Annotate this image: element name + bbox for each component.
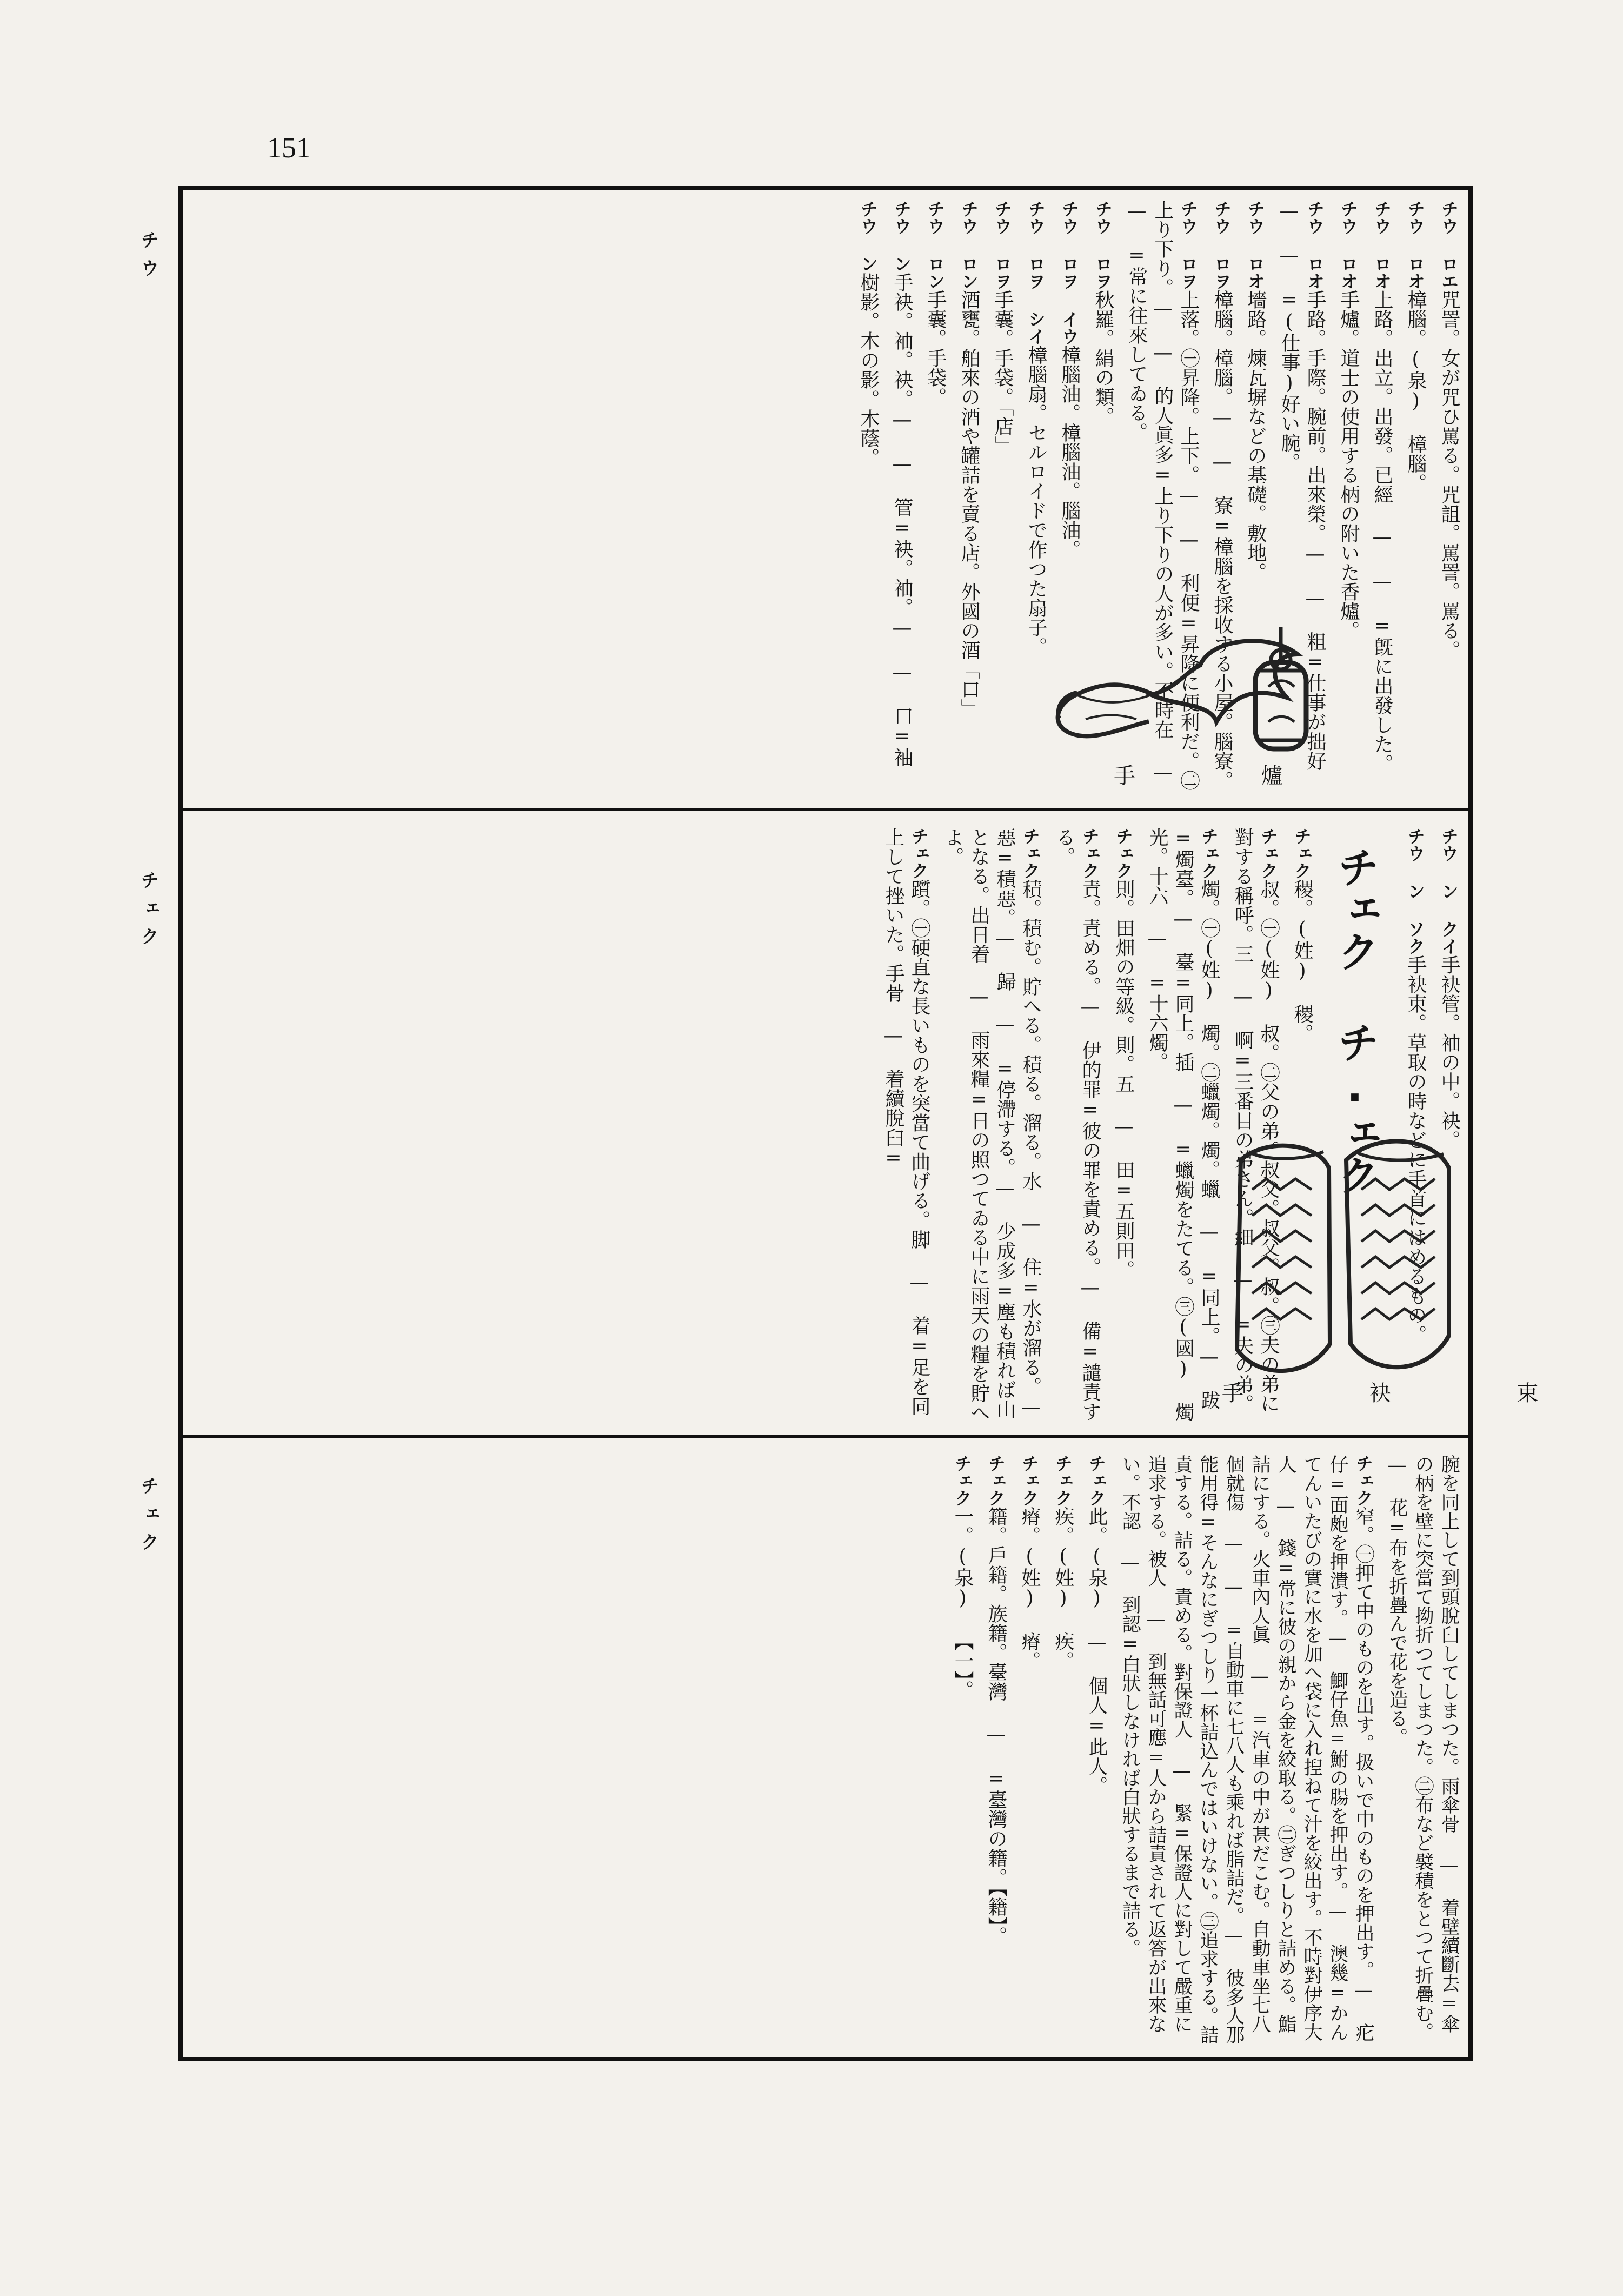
side-heading-band-3: チェク bbox=[137, 1476, 159, 1561]
definition: 此。(泉) — 個人=此人。 bbox=[1086, 1507, 1108, 1795]
dictionary-entry bbox=[855, 200, 881, 467]
dictionary-entry bbox=[1050, 1455, 1076, 1670]
definition: 叔。㊀(姓) 叔。㊁父の弟。叔父。叔父。叔。㊂夫の弟に對する稱呼。三 — 啊=三番目の弟さん。細 — =夫の弟。 bbox=[1232, 827, 1280, 1414]
headword: チェク bbox=[1353, 1455, 1374, 1507]
dictionary-entry bbox=[1402, 200, 1428, 493]
dictionary-entry bbox=[1242, 200, 1268, 582]
definition: 手袂束。草取の時などに手首にはめるもの。 bbox=[1405, 955, 1427, 1344]
dictionary-entry bbox=[1436, 827, 1462, 1150]
dictionary-entry bbox=[1289, 827, 1315, 1043]
headword: チウ ロヲ bbox=[1212, 200, 1232, 290]
dictionary-entry bbox=[1117, 1455, 1376, 2049]
definition: 窄。㊀押て中のものを出す。扱いで中のものを押出す。— 疕仔=面皰を押潰す。— 鯽仔魚=鮒の腸を押出す。— 澳幾=かんてんいたびの實に水を加へ袋に入れ揑ねて汁を絞出す。不時對伊序大人 — 錢=常に彼の親から金を絞取る。㊁ぎつしりと詰める。鮨詰にする。火車內人眞 — =汽車の中が甚だこむ。自動車坐七八個就傷 — — =自動車に七八人も乘れば脂詰だ。— 彼多人那能用得=そんなにぎつしり一杯詰込んではいけない。㊂追求する。詰責する。詰る。責める。對保證人 — 緊=保證人に對して嚴重に追求する。被人 — 到無話可應=人から詰責されて返答が出來ない。不認 — 到認=白狀しなければ白狀するまで詰る。 bbox=[1119, 1455, 1374, 2044]
dictionary-entry bbox=[1335, 200, 1361, 640]
dictionary-entry bbox=[1436, 200, 1462, 660]
definition: 墻路。煉瓦塀などの基礎。敷地。 bbox=[1245, 290, 1267, 582]
headword: チウ ロオ bbox=[1405, 200, 1426, 290]
headword: チェク bbox=[1292, 827, 1312, 879]
definition: 手囊。手袋。「店」 bbox=[992, 290, 1014, 455]
hand-censer-illustration bbox=[1038, 584, 1319, 779]
headword: チウ ン ソク bbox=[1405, 827, 1426, 955]
headword: チウ ロン bbox=[959, 200, 979, 290]
definition: 躓。㊀硬直な長いものを突當て曲げる。脚 — 着=足を同上して挫いた。手骨 — 着續脫臼= bbox=[882, 827, 930, 1416]
dictionary-entry bbox=[989, 200, 1015, 455]
definition: 手爐。道士の使用する柄の附いた香爐。 bbox=[1338, 290, 1360, 640]
dictionary-entry bbox=[983, 1455, 1009, 1946]
side-heading-band-2: チェク bbox=[137, 871, 159, 955]
headword: チウ ロオ bbox=[1245, 200, 1266, 290]
definition: 手袂。袖。袂。— — 管=袂。袖。— — 口=袖 bbox=[891, 273, 913, 767]
dictionary-band-3 bbox=[200, 1455, 1462, 2049]
definition: 疾。(姓) 疾。 bbox=[1052, 1507, 1074, 1670]
headword: チウ ン bbox=[892, 200, 912, 273]
dictionary-entry bbox=[922, 200, 948, 407]
headword: チウ ロヲ bbox=[1178, 200, 1199, 290]
headword: チェク bbox=[1086, 1455, 1107, 1507]
definition: 瘠。(姓) 瘠。 bbox=[1019, 1507, 1041, 1670]
definition: 手路。手際。腕前。出來榮。— — 粗=仕事が拙好 — — =(仕事)好い腕。 bbox=[1278, 200, 1326, 771]
headword: チウ ロオ bbox=[1305, 200, 1325, 290]
dictionary-entry bbox=[956, 200, 982, 718]
hand-censer-caption: 手 爐 bbox=[1114, 764, 1342, 788]
wrist-guard-illustration bbox=[1216, 1109, 1471, 1411]
definition: 咒詈。女が咒ひ罵る。咒詛。罵詈。罵る。 bbox=[1438, 290, 1460, 660]
section-heading: チェク チ.ェク bbox=[1331, 846, 1379, 1196]
dictionary-entry bbox=[949, 1455, 975, 1700]
headword: チェク bbox=[1258, 827, 1279, 879]
band-divider bbox=[178, 1435, 1473, 1438]
headword: チウ ロエ bbox=[1439, 200, 1459, 290]
dictionary-entry bbox=[889, 200, 915, 767]
dictionary-entry bbox=[940, 827, 1043, 1422]
dictionary-entry bbox=[880, 827, 932, 1422]
dictionary-entry bbox=[1083, 1455, 1109, 1795]
definition: 秋羅。絹の類。 bbox=[1092, 290, 1114, 426]
headword: チウ ロオ bbox=[1338, 200, 1359, 290]
definition: 腕を同上して到頭脫臼してしまつた。雨傘骨 — 着壁續斷去=傘の柄を壁に突當て拗折つてしまつた。㊁布など襞積をとつて折疊む。— 花=布を折疊んで花を造る。 bbox=[1386, 1455, 1460, 2041]
headword: チェク bbox=[909, 827, 929, 879]
wrist-guard-caption: 手 袂 束 bbox=[1222, 1381, 1598, 1406]
dictionary-entry bbox=[1016, 1455, 1042, 1670]
definition: 責。責める。— 伊的罪=彼の罪を責める。— 備=譴責する。 bbox=[1053, 827, 1101, 1421]
headword: チェク bbox=[1019, 1455, 1040, 1507]
definition: 燭。㊀(姓) 燭。㊁蠟燭。燭。蠟 — =同上。— 跋=燭臺。— 臺=同上。插 — =蠟燭をたてる。㊂(國) 燭光。十六 — =十六燭。 bbox=[1146, 827, 1220, 1422]
definition: 手袂管。袖の中。袂。 bbox=[1438, 955, 1460, 1150]
page-number: 151 bbox=[267, 131, 311, 164]
headword: チウ ン bbox=[858, 200, 879, 273]
headword: チェク bbox=[1080, 827, 1100, 879]
headword: チェク bbox=[986, 1455, 1006, 1507]
headword: チウ ロヲ bbox=[1093, 200, 1113, 290]
definition: 稷。(姓) 稷。 bbox=[1291, 879, 1313, 1043]
headword: チェク bbox=[952, 1455, 973, 1507]
headword: チウ ロヲ bbox=[992, 200, 1013, 290]
definition: 上落。㊀昇降。上下。— — 利便=昇降に便利だ。㊁上り下り。— — 的人眞多=上り下りの人が多い。不時在 — — =常に往來してゐる。 bbox=[1126, 200, 1200, 790]
definition: 上路。出立。出發。已經 — — =旣に出發した。 bbox=[1371, 290, 1393, 773]
headword: チウ ロヲ シイ bbox=[1026, 200, 1046, 345]
definition: 樟腦油。樟腦油。腦油。 bbox=[1059, 345, 1081, 559]
dictionary-entry bbox=[1384, 1455, 1462, 2049]
dictionary-entry bbox=[1110, 827, 1136, 1279]
definition: 一。(泉) 【一】。 bbox=[952, 1507, 974, 1700]
definition: 籍。戶籍。族籍。臺灣 — =臺灣の籍。【籍】。 bbox=[985, 1507, 1007, 1946]
headword: チウ ロヲ イウ bbox=[1059, 200, 1080, 345]
definition: 樹影。木の影。木蔭。 bbox=[857, 273, 880, 467]
headword: チウ ロオ bbox=[1372, 200, 1392, 290]
dictionary-entry bbox=[1090, 200, 1116, 426]
definition: 積。積む。貯へる。積る。溜る。水 — 住=水が溜る。— 惡=積惡。— 歸 — =停滯する。— 少成多=塵も積れば山となる。出日着 — 雨來糧=日の照つてゐる中に雨天の糧を貯へよ。 bbox=[942, 827, 1042, 1422]
dictionary-entry bbox=[1369, 200, 1395, 773]
headword: チウ ン クイ bbox=[1439, 827, 1459, 955]
band-divider bbox=[178, 808, 1473, 811]
definition: 樟腦扇。セルロイドで作つた扇子。 bbox=[1025, 345, 1047, 656]
dictionary-entry bbox=[1056, 200, 1082, 559]
wrist-guard-drawing bbox=[1216, 1109, 1471, 1411]
headword: チェク bbox=[1020, 827, 1041, 879]
definition: 手囊。手袋。 bbox=[924, 290, 947, 407]
hand-censer-drawing bbox=[1038, 584, 1319, 779]
headword: チェク bbox=[1053, 1455, 1073, 1507]
side-heading-band-1: チウ bbox=[137, 230, 159, 287]
dictionary-entry bbox=[1144, 827, 1222, 1422]
definition: 樟腦。樟腦。— — 寮=樟腦を採收する小屋。腦寮。 bbox=[1211, 290, 1233, 790]
dictionary-entry bbox=[1051, 827, 1103, 1422]
definition: 酒甕。舶來の酒や罐詰を賣る店。外國の酒「口」 bbox=[958, 290, 980, 718]
headword: チウ ロン bbox=[925, 200, 946, 290]
definition: 樟腦。(泉) 樟腦。 bbox=[1405, 290, 1427, 493]
headword: チェク bbox=[1199, 827, 1219, 879]
headword: チェク bbox=[1113, 827, 1134, 879]
definition: 則。田畑の等級。則。五 — 田=五則田。 bbox=[1113, 879, 1135, 1279]
